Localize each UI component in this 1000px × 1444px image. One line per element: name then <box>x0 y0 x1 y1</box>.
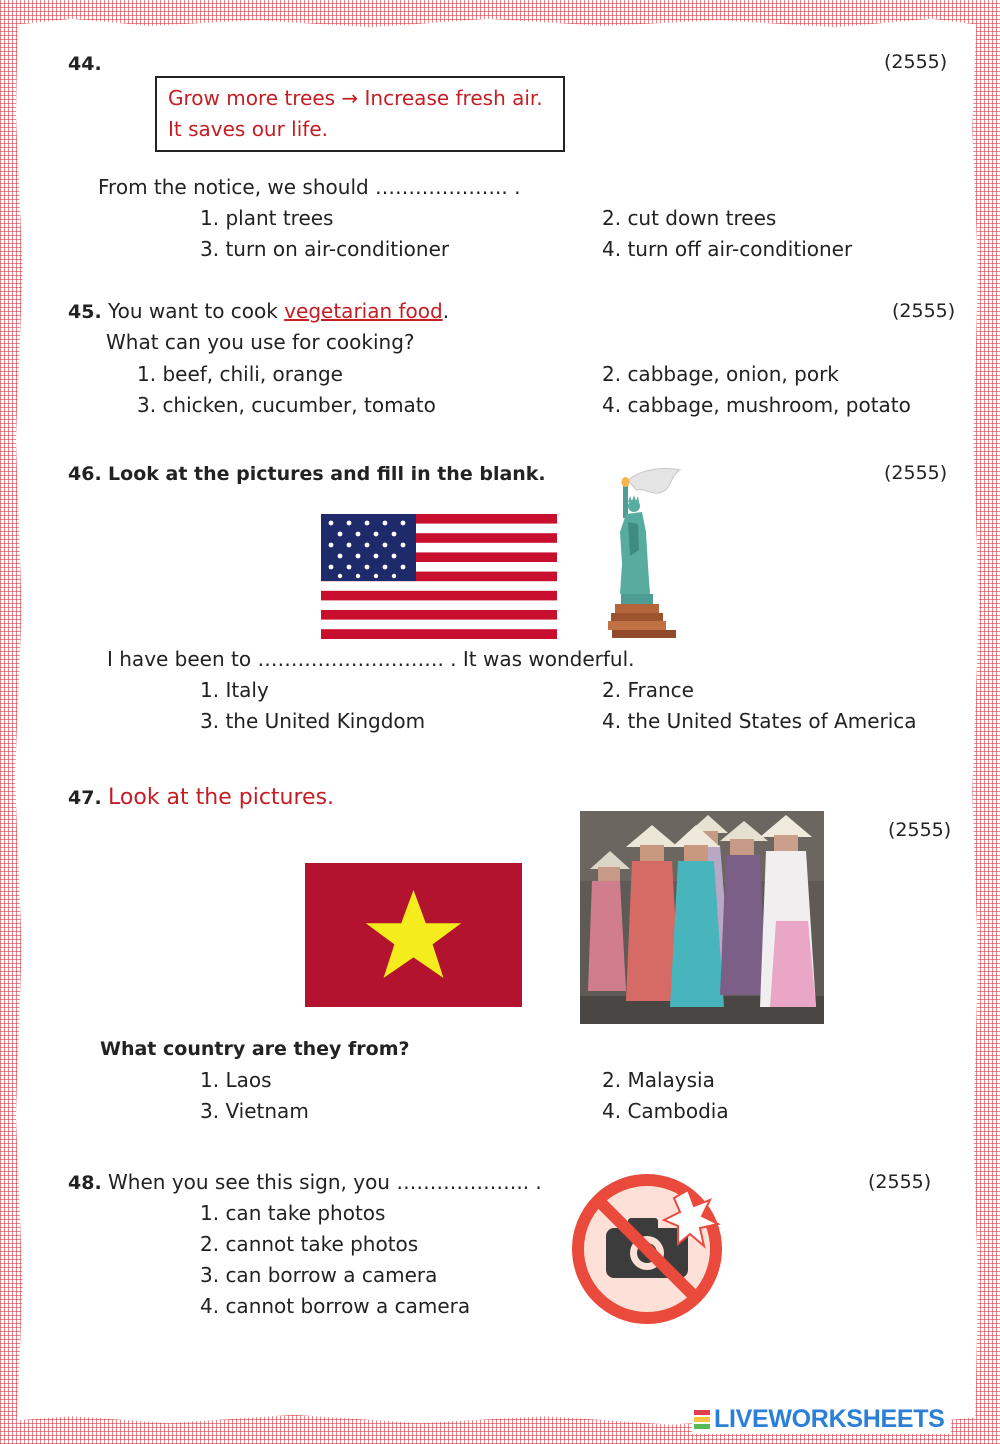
question-text-45: What can you use for cooking? <box>106 330 415 354</box>
option-48-3[interactable]: 3. can borrow a camera <box>200 1263 438 1287</box>
question-text-44: From the notice, we should ……………….. . <box>98 175 521 199</box>
sentence-46: I have been to ………………………. . It was wonderful. <box>107 647 635 671</box>
question-line-46 <box>68 461 546 486</box>
question-number-44: 44. <box>68 53 102 75</box>
question-number-48: 48. <box>68 1172 102 1194</box>
option-46-3[interactable]: 3. the United Kingdom <box>200 709 426 733</box>
instruction-46: Look at the pictures and fill in the blank. <box>108 463 546 485</box>
question-number-47: 47. <box>68 787 102 809</box>
no-camera-sign-icon <box>570 1172 724 1326</box>
vietnam-flag-image <box>305 863 522 1007</box>
option-47-2[interactable]: 2. Malaysia <box>602 1068 715 1092</box>
year-tag-44: (2555) <box>884 51 948 73</box>
option-46-1[interactable]: 1. Italy <box>200 678 269 702</box>
option-46-4[interactable]: 4. the United States of America <box>602 709 917 733</box>
notice-line-2: It saves our life. <box>168 117 328 141</box>
year-tag-47: (2555) <box>888 819 952 841</box>
option-45-3[interactable]: 3. chicken, cucumber, tomato <box>137 393 436 417</box>
option-48-1[interactable]: 1. can take photos <box>200 1201 386 1225</box>
option-44-2[interactable]: 2. cut down trees <box>602 206 777 230</box>
question-number-46: 46. <box>68 463 102 485</box>
option-48-4[interactable]: 4. cannot borrow a camera <box>200 1294 471 1318</box>
instruction-47: Look at the pictures. <box>108 785 335 810</box>
logo-mark-icon <box>694 1410 710 1429</box>
option-44-1[interactable]: 1. plant trees <box>200 206 334 230</box>
question-text-48: When you see this sign, you ……………….. . <box>108 1170 542 1194</box>
question-text-47: What country are they from? <box>100 1038 410 1060</box>
option-48-2[interactable]: 2. cannot take photos <box>200 1232 419 1256</box>
option-45-4[interactable]: 4. cabbage, mushroom, potato <box>602 393 911 417</box>
option-46-2[interactable]: 2. France <box>602 678 694 702</box>
question-line-48 <box>68 1170 542 1195</box>
question-prefix-45: You want to cook <box>108 299 285 323</box>
question-number-45: 45. <box>68 301 102 323</box>
highlight-vegetarian-food: vegetarian food <box>284 299 443 323</box>
question-suffix-45: . <box>442 299 450 323</box>
option-47-1[interactable]: 1. Laos <box>200 1068 272 1092</box>
option-44-4[interactable]: 4. turn off air-conditioner <box>602 237 853 261</box>
usa-flag-image <box>321 514 557 639</box>
question-line-47 <box>68 785 334 810</box>
liveworksheets-logo <box>692 1404 951 1434</box>
logo-text: LIVEWORKSHEETS <box>714 1404 945 1433</box>
statue-of-liberty-image <box>606 466 686 640</box>
option-45-2[interactable]: 2. cabbage, onion, pork <box>602 362 839 386</box>
option-44-3[interactable]: 3. turn on air-conditioner <box>200 237 450 261</box>
option-47-4[interactable]: 4. Cambodia <box>602 1099 729 1123</box>
notice-line-1: Grow more trees → Increase fresh air. <box>168 86 543 110</box>
year-tag-45: (2555) <box>892 300 956 322</box>
ao-dai-women-photo <box>580 811 824 1024</box>
year-tag-48: (2555) <box>868 1171 932 1193</box>
year-tag-46: (2555) <box>884 462 948 484</box>
question-line-45 <box>68 299 449 324</box>
option-45-1[interactable]: 1. beef, chili, orange <box>137 362 343 386</box>
option-47-3[interactable]: 3. Vietnam <box>200 1099 309 1123</box>
